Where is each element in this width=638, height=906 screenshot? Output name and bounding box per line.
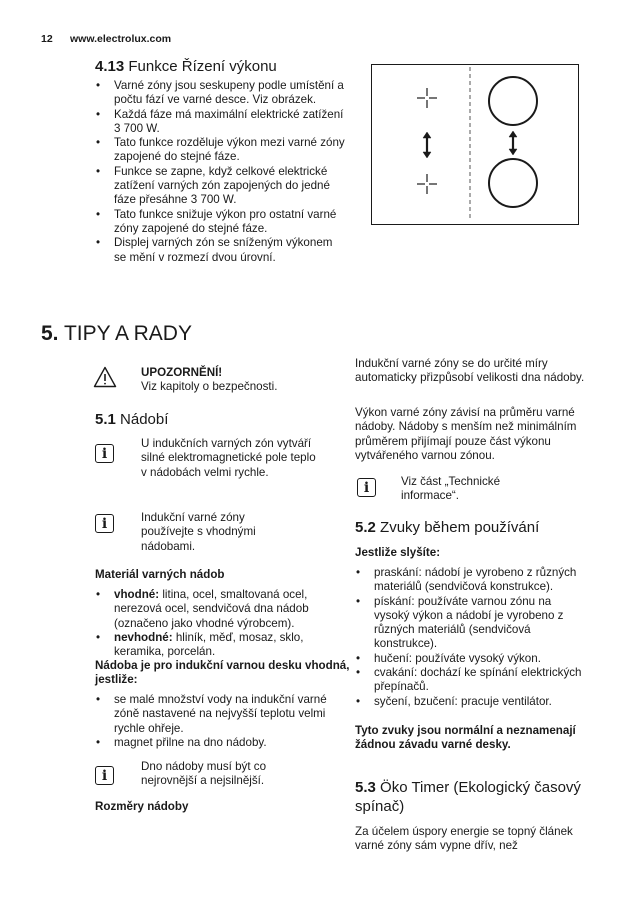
- list-item: • pískání: používáte varnou zónu na vysoký výkon a nádobí je vyrobeno z různých materiálů (sendvičová konstrukce).: [355, 595, 587, 652]
- info-note-technical: Viz část „Technické informace“.: [401, 475, 501, 503]
- right-paragraph-2: Výkon varné zóny závisí na průměru varné nádoby. Nádoby s menším než minimálním průměrem přijímají pouze část výkonu vytvářeného varnou zónou.: [355, 406, 577, 462]
- eco-timer-text: Za účelem úspory energie se topný článek varné zóny sám vypne dřív, než: [355, 825, 573, 853]
- sounds-list: [355, 566, 587, 709]
- section-title: Funkce Řízení výkonu: [128, 58, 277, 75]
- info-note-pot-bottom: Dno nádoby musí být co nejrovnější a nejsilnější.: [141, 760, 267, 788]
- suitable-text: litina, ocel, smaltovaná ocel, nerezová ocel, sendvičová dna nádob (označeno jako vhodné výrobcem).: [114, 588, 309, 630]
- section-number: 4.13: [95, 58, 125, 75]
- info-icon: i: [95, 766, 114, 785]
- info-icon: i: [95, 444, 114, 463]
- info-icon: i: [95, 514, 114, 533]
- small-zone-marker-top: [417, 88, 437, 108]
- site-url: www.electrolux.com: [70, 33, 172, 45]
- section-5-2-heading: [355, 518, 539, 537]
- section-number: 5.3: [355, 779, 376, 796]
- page-number: 12: [41, 33, 53, 45]
- section-number: 5.1: [95, 411, 116, 428]
- pot-suitable-heading: Nádoba je pro indukční varnou desku vhodná, jestliže:: [95, 659, 350, 687]
- info-note-induction: U indukčních varných zón vytváří silné elektromagnetické pole teplo v nádobách velmi rychle.: [141, 437, 316, 479]
- chapter-number: 5.: [41, 322, 59, 345]
- section-4-13-heading: [95, 57, 277, 76]
- section-number: 5.2: [355, 519, 376, 536]
- list-item: • Tato funkce snižuje výkon pro ostatní varné zóny zapojené do stejné fáze.: [95, 208, 345, 237]
- double-arrow-icon: [509, 131, 517, 155]
- list-item: • cvakání: dochází ke spínání elektrických přepínačů.: [355, 666, 587, 695]
- cooking-zone-rear: [489, 77, 537, 125]
- double-arrow-icon: [423, 132, 431, 158]
- unsuitable-text: hliník, měď, mosaz, sklo, keramika, porcelán.: [114, 630, 304, 659]
- list-item: • Funkce se zapne, když celkové elektrické zatížení varných zón zapojených do jedné fáze přesáhne 3 700 W.: [95, 165, 345, 208]
- list-item: • syčení, bzučení: pracuje ventilátor.: [355, 695, 587, 709]
- normal-sounds-note: Tyto zvuky jsou normální a neznamenají žádnou závadu varné desky.: [355, 724, 576, 752]
- list-item: • magnet přilne na dno nádoby.: [95, 736, 331, 750]
- section-title: Zvuky během používání: [380, 519, 540, 536]
- hob-phase-diagram: [371, 64, 579, 225]
- section-title: Nádobí: [120, 411, 169, 428]
- list-item: • Každá fáze má maximální elektrické zatížení 3 700 W.: [95, 108, 345, 137]
- section-5-3-heading: [355, 778, 585, 816]
- if-hear-heading: Jestliže slyšíte:: [355, 546, 441, 559]
- material-list: [95, 588, 343, 659]
- list-item: • Varné zóny jsou seskupeny podle umístění a počtu fází ve varné desce. Viz obrázek.: [95, 79, 345, 108]
- warning-icon: [93, 366, 117, 388]
- chapter-title: TIPY A RADY: [63, 322, 192, 345]
- warning-text: Viz kapitoly o bezpečnosti.: [141, 380, 278, 393]
- warning-title: UPOZORNĚNÍ!: [141, 366, 223, 379]
- unsuitable-label: nevhodné:: [114, 630, 173, 644]
- info-note-suitable-pots: Indukční varné zóny používejte s vhodnými nádobami.: [141, 511, 256, 553]
- cooking-zone-front: [489, 159, 537, 207]
- right-paragraph-1: Indukční varné zóny se do určité míry automaticky přizpůsobí velikosti dna nádoby.: [355, 357, 585, 385]
- list-item: • hučení: používáte vysoký výkon.: [355, 652, 587, 666]
- list-item: • praskání: nádobí je vyrobeno z různých materiálů (sendvičová konstrukce).: [355, 566, 587, 595]
- chapter-heading: [41, 322, 192, 346]
- list-item: • Tato funkce rozděluje výkon mezi varné zóny zapojené do stejné fáze.: [95, 136, 345, 165]
- section-title: Öko Timer (Ekologický časový spínač): [355, 779, 581, 815]
- dimensions-heading: Rozměry nádoby: [95, 800, 189, 813]
- pot-test-list: [95, 693, 331, 750]
- list-item: • se malé množství vody na indukční varné zóně nastavené na nejvyšší teplotu velmi rychle ohřeje.: [95, 693, 331, 736]
- section-5-1-heading: [95, 410, 168, 429]
- material-heading: Materiál varných nádob: [95, 568, 225, 581]
- list-item: [95, 588, 343, 631]
- list-item: [95, 631, 343, 660]
- power-management-list: [95, 79, 345, 265]
- suitable-label: vhodné:: [114, 588, 160, 601]
- list-item: • Displej varných zón se sníženým výkonem se mění v rozmezí dvou úrovní.: [95, 236, 345, 265]
- small-zone-marker-bottom: [417, 174, 437, 194]
- hob-diagram-drawing: [372, 65, 577, 223]
- info-icon: i: [357, 478, 376, 497]
